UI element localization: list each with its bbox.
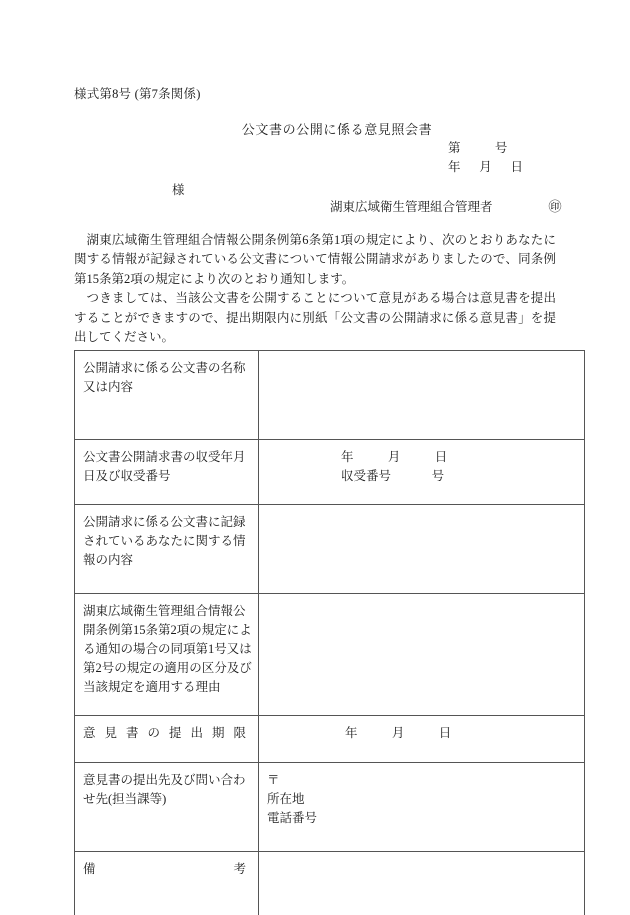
table-row (75, 505, 585, 594)
seal-icon: ㊞ (548, 199, 562, 214)
row-value-provision-reason[interactable] (259, 594, 585, 716)
row-value-personal-info-content[interactable] (259, 505, 585, 594)
table-row (75, 716, 585, 763)
issuer-line (330, 196, 562, 215)
table-row (75, 440, 585, 505)
document-meta (448, 139, 523, 177)
row-value-document-name[interactable] (259, 351, 585, 440)
row-label-contact: 意見書の提出先及び問い合わせ先(担当課等) (75, 763, 259, 852)
issuer-name: 湖東広域衛生管理組合管理者 (330, 200, 493, 214)
deadline-date-line: 年 月 日 (345, 726, 452, 740)
row-label-document-name: 公開請求に係る公文書の名称又は内容 (75, 351, 259, 440)
receipt-number-line: 収受番号 号 (341, 469, 445, 483)
table-row (75, 351, 585, 440)
document-title: 公文書の公開に係る意見照会書 (241, 122, 433, 137)
addressee-suffix: 様 (172, 183, 185, 197)
form-number: 様式第8号 (第7条関係) (74, 87, 201, 101)
document-date-line: 年 月 日 (448, 160, 524, 174)
paragraph-2: つきましては、当該公文書を公開することについて意見がある場合は意見書を提出することができますので、提出期限内に別紙「公文書の公開請求に係る意見書」を提出してください。 (74, 291, 556, 345)
row-value-remarks[interactable] (259, 852, 585, 915)
table-row (75, 852, 585, 915)
row-label-remarks (75, 852, 259, 915)
row-label-personal-info-content: 公開請求に係る公文書に記録されているあなたに関する情報の内容 (75, 505, 259, 594)
row-value-submission-deadline[interactable] (259, 716, 585, 763)
paragraph-1: 湖東広域衛生管理組合情報公開条例第6条第1項の規定により、次のとおりあなたに関する情報が記録されている公文書について情報公開請求がありましたので、同条例第15条第2項の規定により次のとおり通知します。 (74, 233, 556, 286)
address-label: 所在地 (267, 792, 305, 806)
row-value-contact[interactable] (259, 763, 585, 852)
body-text (74, 231, 556, 347)
row-label-provision-reason: 湖東広域衛生管理組合情報公開条例第15条第2項の規定による通知の場合の同項第1号又は第2号の規定の適用の区分及び当該規定を適用する理由 (75, 594, 259, 716)
table-row (75, 594, 585, 716)
form-table (74, 350, 585, 915)
receipt-date-line: 年 月 日 (341, 450, 448, 464)
remarks-text: 備考 (83, 862, 246, 876)
row-label-receipt-date-number: 公文書公開請求書の収受年月日及び収受番号 (75, 440, 259, 505)
document-number-line: 第 号 (448, 141, 508, 155)
postal-mark: 〒 (267, 773, 280, 787)
row-value-receipt-date-number[interactable] (259, 440, 585, 505)
table-row (75, 763, 585, 852)
phone-label: 電話番号 (267, 811, 318, 825)
row-label-submission-deadline (75, 716, 259, 763)
submission-deadline-text: 意見書の提出期限 (83, 726, 246, 740)
